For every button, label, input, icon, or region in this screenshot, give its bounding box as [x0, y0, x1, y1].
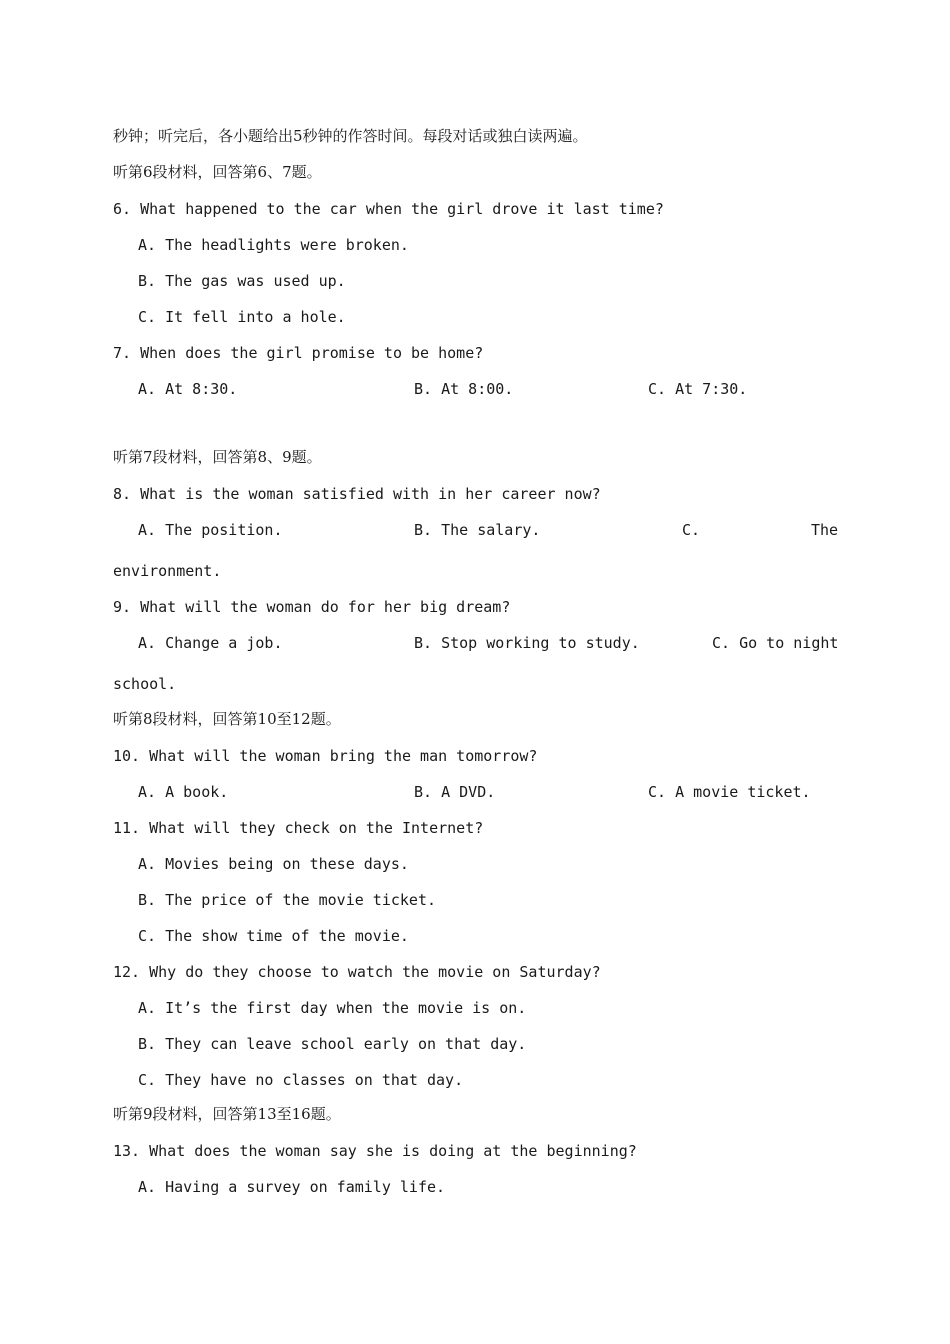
q13-option-a: A. Having a survey on family life.: [138, 1178, 446, 1196]
q10-option-b: B. A DVD.: [414, 783, 496, 801]
q7-option-c: C. At 7:30.: [648, 380, 748, 398]
q9-option-c-wrap: school.: [113, 675, 177, 693]
q6-option-a: A. The headlights were broken.: [138, 236, 409, 254]
section-heading-7: 听第7段材料，回答第8、9题。: [113, 448, 322, 466]
q9-option-c: C. Go to night: [712, 634, 839, 652]
q8-option-c-wrap: environment.: [113, 562, 222, 580]
q9-option-b: B. Stop working to study.: [414, 634, 640, 652]
q7-option-b: B. At 8:00.: [414, 380, 514, 398]
section-heading-8: 听第8段材料，回答第10至12题。: [113, 710, 341, 728]
q12-option-c: C. They have no classes on that day.: [138, 1071, 464, 1089]
question-9: 9. What will the woman do for her big dream?: [113, 598, 511, 616]
question-11: 11. What will they check on the Internet?: [113, 819, 484, 837]
section-heading-6: 听第6段材料，回答第6、7题。: [113, 163, 322, 181]
q9-option-a: A. Change a job.: [138, 634, 283, 652]
q8-option-a: A. The position.: [138, 521, 283, 539]
question-6: 6. What happened to the car when the girl drove it last time?: [113, 200, 664, 218]
q12-option-a: A. It’s the first day when the movie is on.: [138, 999, 527, 1017]
question-12: 12. Why do they choose to watch the movie on Saturday?: [113, 963, 601, 981]
q6-option-c: C. It fell into a hole.: [138, 308, 346, 326]
question-7: 7. When does the girl promise to be home?: [113, 344, 484, 362]
q11-option-c: C. The show time of the movie.: [138, 927, 409, 945]
q8-option-b: B. The salary.: [414, 521, 541, 539]
question-10: 10. What will the woman bring the man tomorrow?: [113, 747, 538, 765]
question-8: 8. What is the woman satisfied with in her career now?: [113, 485, 601, 503]
q10-option-a: A. A book.: [138, 783, 229, 801]
q8-option-c-word: The: [811, 521, 839, 539]
q10-option-c: C. A movie ticket.: [648, 783, 811, 801]
section-heading-9: 听第9段材料，回答第13至16题。: [113, 1105, 341, 1123]
q11-option-b: B. The price of the movie ticket.: [138, 891, 437, 909]
q6-option-b: B. The gas was used up.: [138, 272, 346, 290]
q8-option-c-letter: C.: [682, 521, 701, 539]
question-13: 13. What does the woman say she is doing at the beginning?: [113, 1142, 637, 1160]
intro-line: 秒钟；听完后，各小题给出5秒钟的作答时间。每段对话或独白读两遍。: [113, 127, 588, 145]
q12-option-b: B. They can leave school early on that day.: [138, 1035, 527, 1053]
q7-option-a: A. At 8:30.: [138, 380, 238, 398]
q11-option-a: A. Movies being on these days.: [138, 855, 409, 873]
